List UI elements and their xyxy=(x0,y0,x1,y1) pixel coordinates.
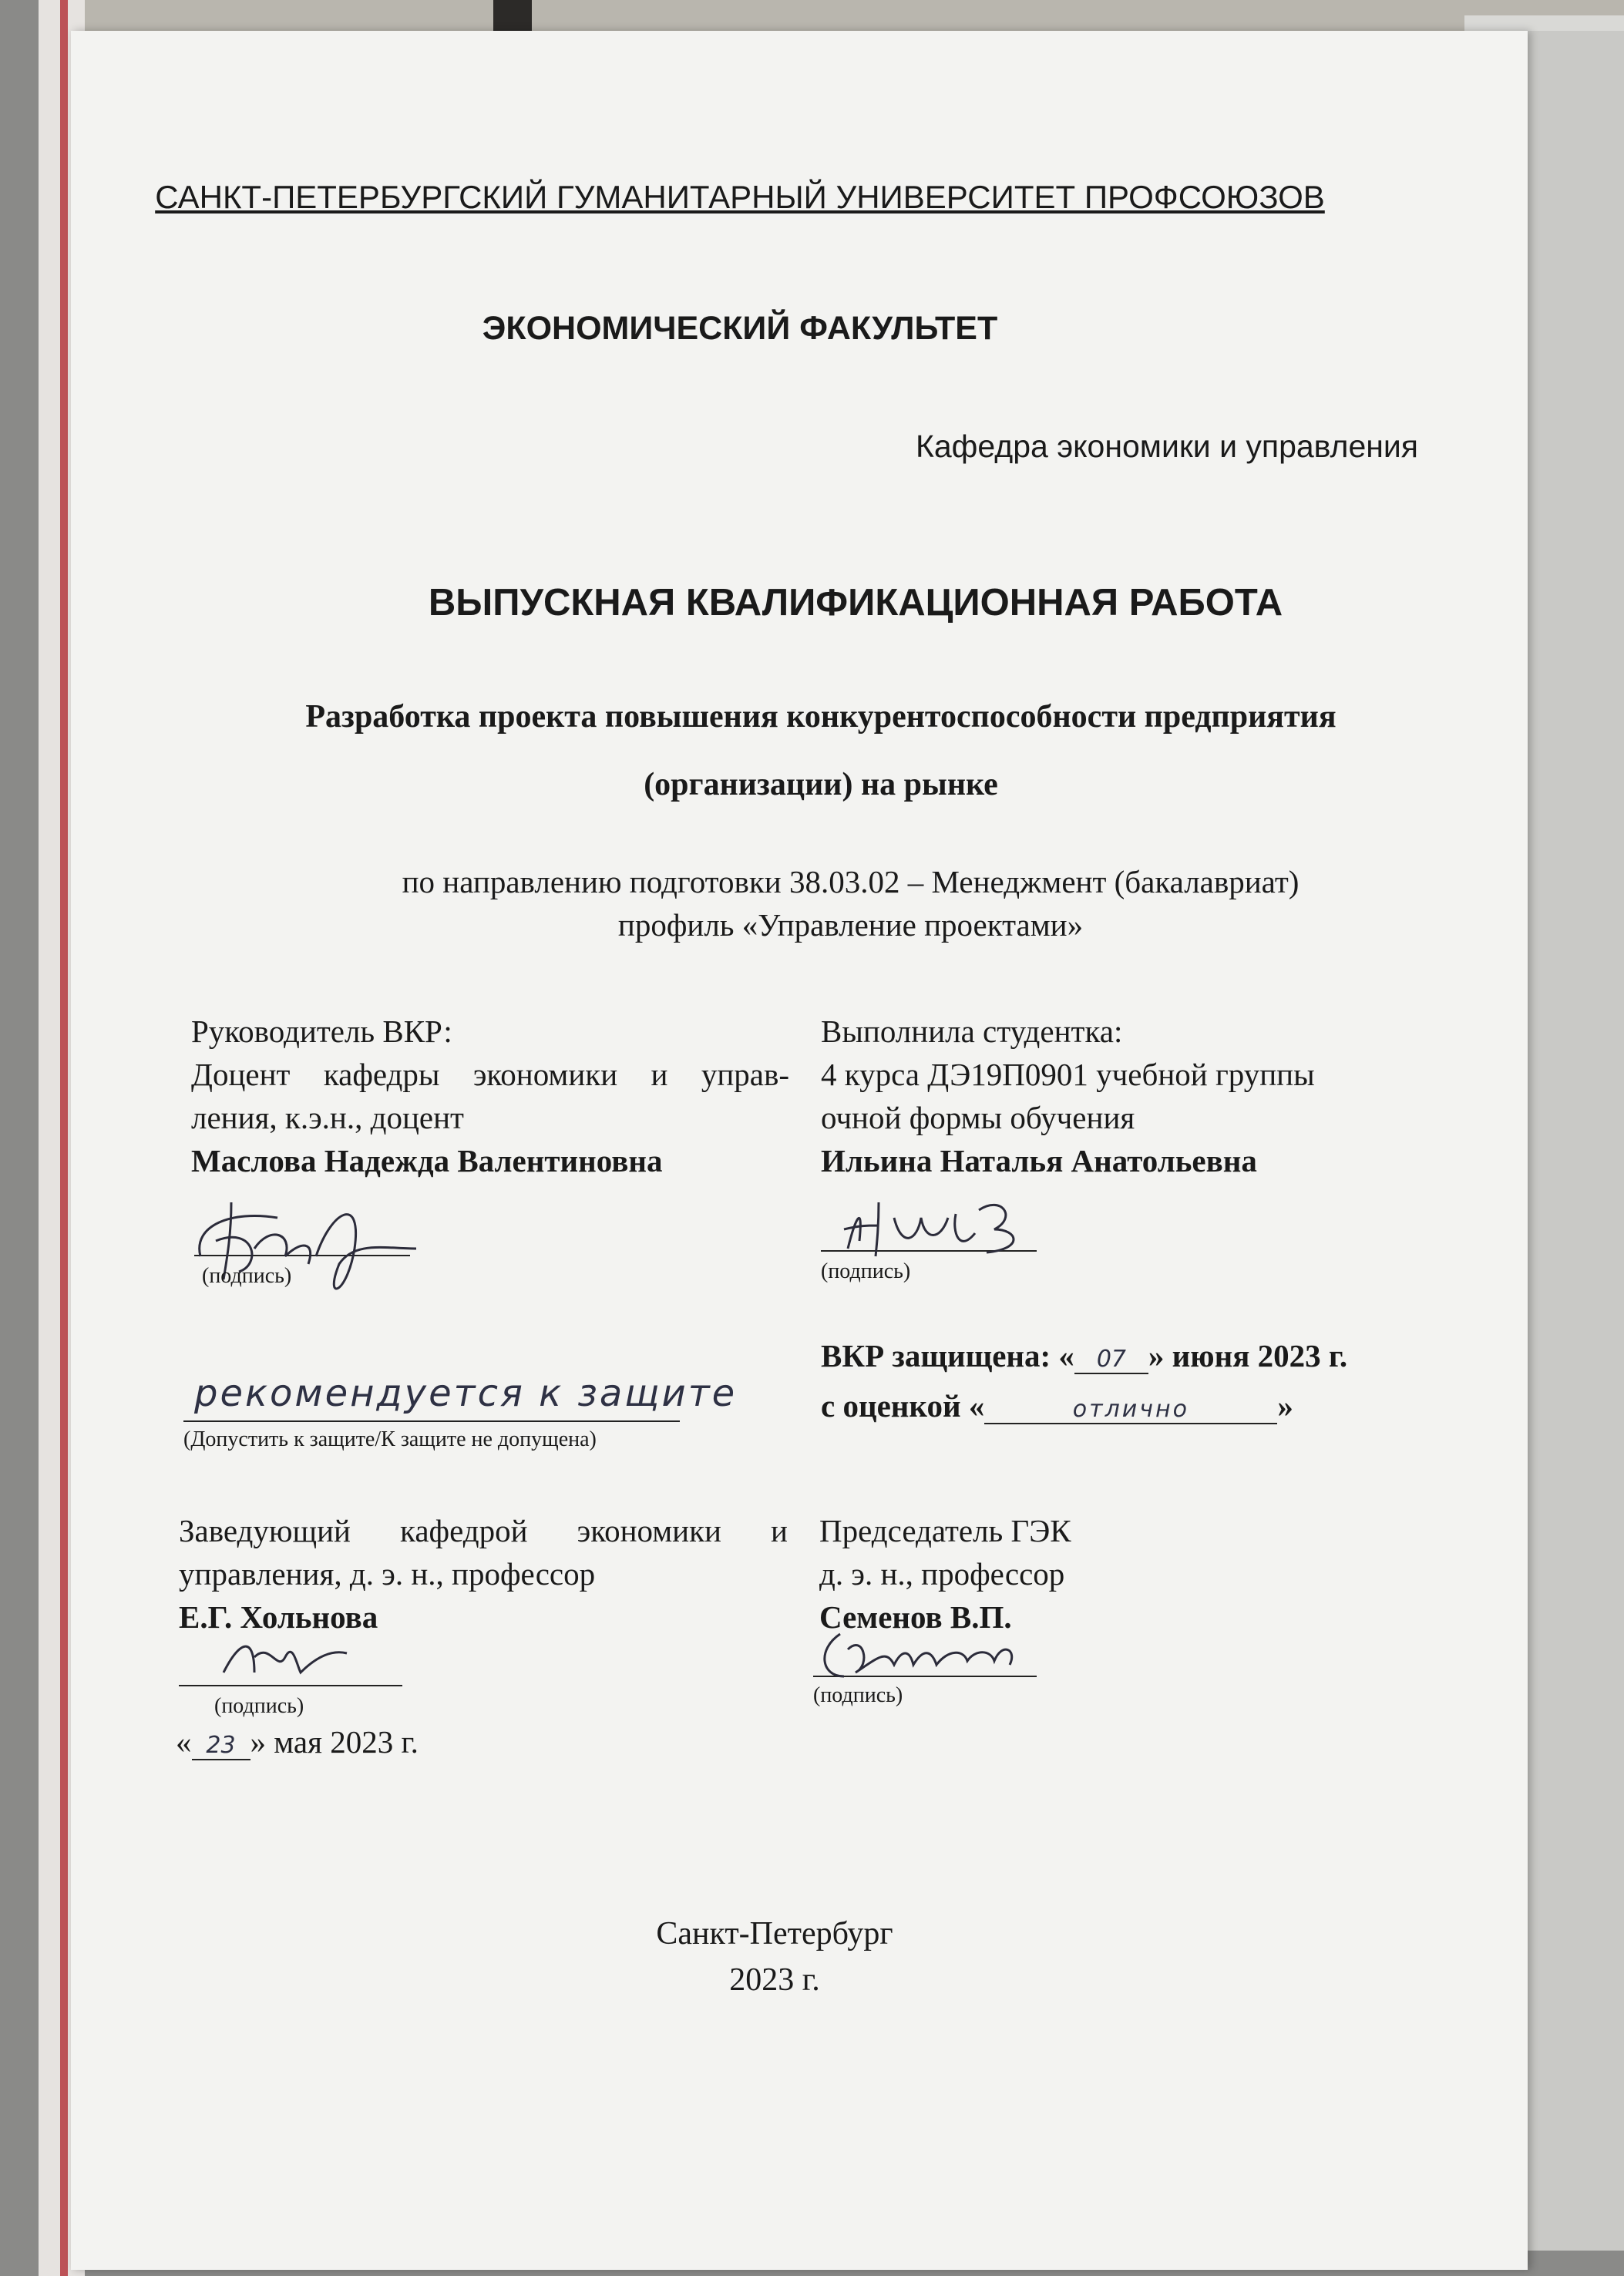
desk-edge xyxy=(46,0,1624,32)
grade-suffix: » xyxy=(1277,1388,1293,1424)
grade-line xyxy=(821,1387,1293,1424)
student-block xyxy=(821,1010,1422,1182)
direction-line: по направлению подготовки 38.03.02 – Менеджмент (бакалавриат) xyxy=(402,864,1300,899)
defense-day: 07 xyxy=(1074,1346,1148,1374)
gek-heading: Председатель ГЭК xyxy=(819,1513,1071,1548)
topic-line-2: (организации) на рынке xyxy=(644,767,998,802)
topic-line-1: Разработка проекта повышения конкурентоспособности предприятия xyxy=(305,699,1337,735)
grade-value: отлично xyxy=(984,1397,1277,1424)
head-block xyxy=(179,1509,788,1639)
student-line-2: очной формы обучения xyxy=(821,1100,1135,1135)
faculty-name: ЭКОНОМИЧЕСКИЙ ФАКУЛЬТЕТ xyxy=(482,310,998,347)
gek-degree: д. э. н., профессор xyxy=(819,1556,1065,1592)
student-line-1: 4 курса ДЭ19П0901 учебной группы xyxy=(821,1057,1315,1092)
student-heading: Выполнила студентка: xyxy=(821,1014,1123,1049)
defense-suffix: » июня 2023 г. xyxy=(1148,1338,1348,1373)
head-signature xyxy=(208,1626,362,1688)
supervisor-signature-caption: (подпись) xyxy=(202,1264,292,1288)
defense-line xyxy=(821,1337,1347,1374)
head-line-1: Заведующий кафедрой экономики и xyxy=(179,1513,788,1548)
head-name: Е.Г. Хольнова xyxy=(179,1599,378,1635)
supervisor-name: Маслова Надежда Валентиновна xyxy=(191,1143,663,1178)
student-signature-caption: (подпись) xyxy=(821,1259,911,1283)
admission-line xyxy=(183,1420,680,1422)
admission-caption: (Допустить к защите/К защите не допущена) xyxy=(183,1427,597,1451)
supervisor-position-2: ления, к.э.н., доцент xyxy=(191,1100,464,1135)
footer-city: Санкт-Петербург xyxy=(656,1916,893,1952)
gek-signature-caption: (подпись) xyxy=(813,1683,903,1707)
gek-signature xyxy=(809,1619,1041,1688)
supervisor-position-1: Доцент кафедры экономики и управ- xyxy=(191,1057,789,1092)
university-name: САНКТ-ПЕТЕРБУРГСКИЙ ГУМАНИТАРНЫЙ УНИВЕРСИТЕТ ПРОФСОЮЗОВ xyxy=(155,179,1325,215)
work-title: ВЫПУСКНАЯ КВАЛИФИКАЦИОННАЯ РАБОТА xyxy=(428,582,1283,624)
gek-name: Семенов В.П. xyxy=(819,1599,1012,1635)
admission-handwritten: рекомендуется к защите xyxy=(194,1372,738,1415)
profile-line: профиль «Управление проектами» xyxy=(617,907,1084,943)
cover-spine xyxy=(60,0,68,2276)
supervisor-block xyxy=(191,1010,789,1182)
supervisor-heading: Руководитель ВКР: xyxy=(191,1014,452,1049)
student-name: Ильина Наталья Анатольевна xyxy=(821,1143,1257,1178)
underlying-page-back xyxy=(1511,31,1624,2251)
head-date-prefix: « xyxy=(176,1724,192,1760)
department-name: Кафедра экономики и управления xyxy=(915,429,1418,464)
head-signature-caption: (подпись) xyxy=(214,1694,304,1718)
footer-year: 2023 г. xyxy=(729,1962,820,1998)
defense-prefix: ВКР защищена: « xyxy=(821,1338,1074,1373)
head-date xyxy=(176,1723,419,1760)
head-line-2: управления, д. э. н., профессор xyxy=(179,1556,596,1592)
head-date-suffix: » мая 2023 г. xyxy=(250,1724,419,1760)
grade-prefix: с оценкой « xyxy=(821,1388,985,1424)
head-date-day: 23 xyxy=(192,1733,250,1760)
